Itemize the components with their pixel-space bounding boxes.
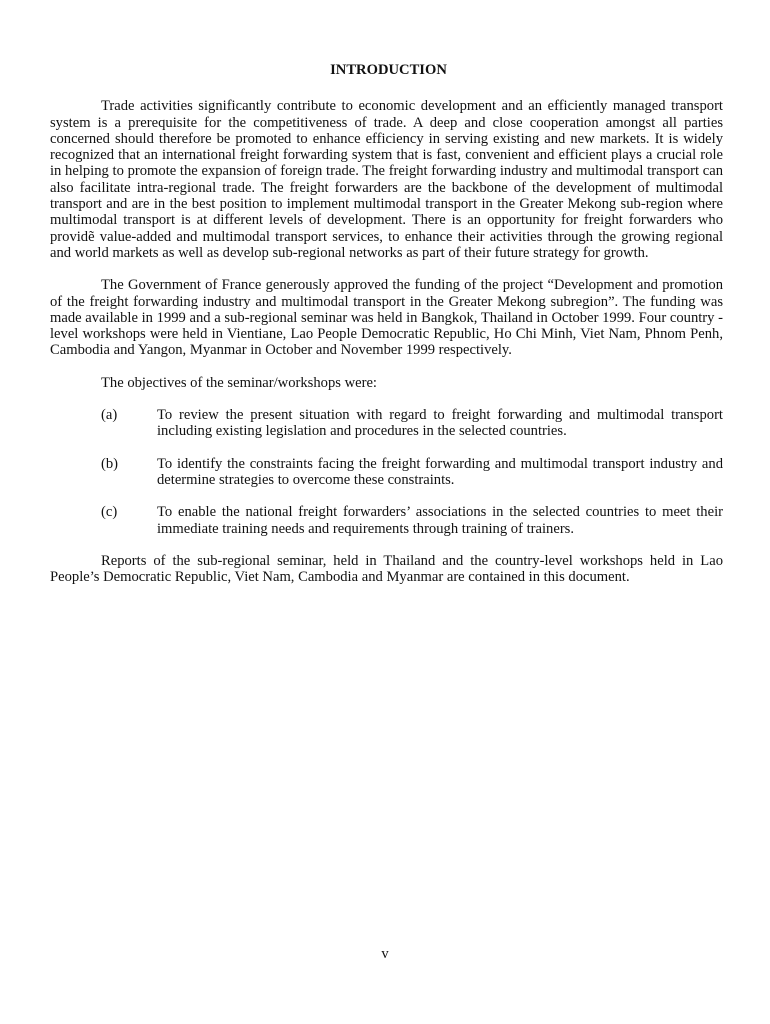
objective-item	[50, 407, 723, 440]
paragraph-funding: The Government of France generously approved the funding of the project “Development and promotion of the freight forwarding industry and multimodal transport in the Greater Mekong subregion”. The funding was made available in 1999 and a sub-regional seminar was held in Bangkok, Thailand in October 1999. Four country - level workshops were held in Vientiane, Lao People Democratic Republic, Ho Chi Minh, Viet Nam, Phnom Penh, Cambodia and Yangon, Myanmar in October and November 1999 respectively.	[50, 277, 723, 359]
objective-item	[50, 504, 723, 537]
objective-text: To review the present situation with regard to freight forwarding and multimodal transport including existing legislation and procedures in the selected countries.	[157, 407, 723, 440]
page-number: v	[381, 946, 389, 962]
objective-label: (c)	[101, 504, 118, 521]
page-title: INTRODUCTION	[330, 62, 447, 78]
paragraph-trade-activities: Trade activities significantly contribute to economic development and an efficiently managed transport system is a prerequisite for the competitiveness of trade. A deep and close cooperation amongst all parties concerned should therefore be promoted to enhance efficiency in serving existing and new markets. It is widely recognized that an international freight forwarding system that is fast, convenient and efficient plays a crucial role in helping to promote the expansion of foreign trade. The freight forwarding industry and multimodal transport can also facilitate intra-regional trade. The freight forwarders are the backbone of the development of multimodal transport and are in the best position to implement multimodal transport in the Greater Mekong sub-region where multimodal transport is at different levels of development. There is an opportunity for freight forwarders who providẽ value-added and multimodal transport services, to enhance their activities through the growing regional and world markets as well as develop sub-regional networks as part of their future strategy for growth.	[50, 98, 723, 261]
paragraph-closing: Reports of the sub-regional seminar, held in Thailand and the country-level workshops held in Lao People’s Democratic Republic, Viet Nam, Cambodia and Myanmar are contained in this document.	[50, 552, 723, 586]
objectives-lead: The objectives of the seminar/workshops were:	[101, 374, 377, 391]
objective-label: (a)	[101, 407, 118, 424]
document-page	[50, 62, 723, 601]
objective-label: (b)	[101, 455, 119, 472]
objective-item	[50, 456, 723, 489]
objective-text: To identify the constraints facing the freight forwarding and multimodal transport industry and determine strategies to overcome these constraints.	[157, 455, 723, 488]
objective-text: To enable the national freight forwarders’ associations in the selected countries to meet their immediate training needs and requirements through training of trainers.	[157, 504, 723, 537]
